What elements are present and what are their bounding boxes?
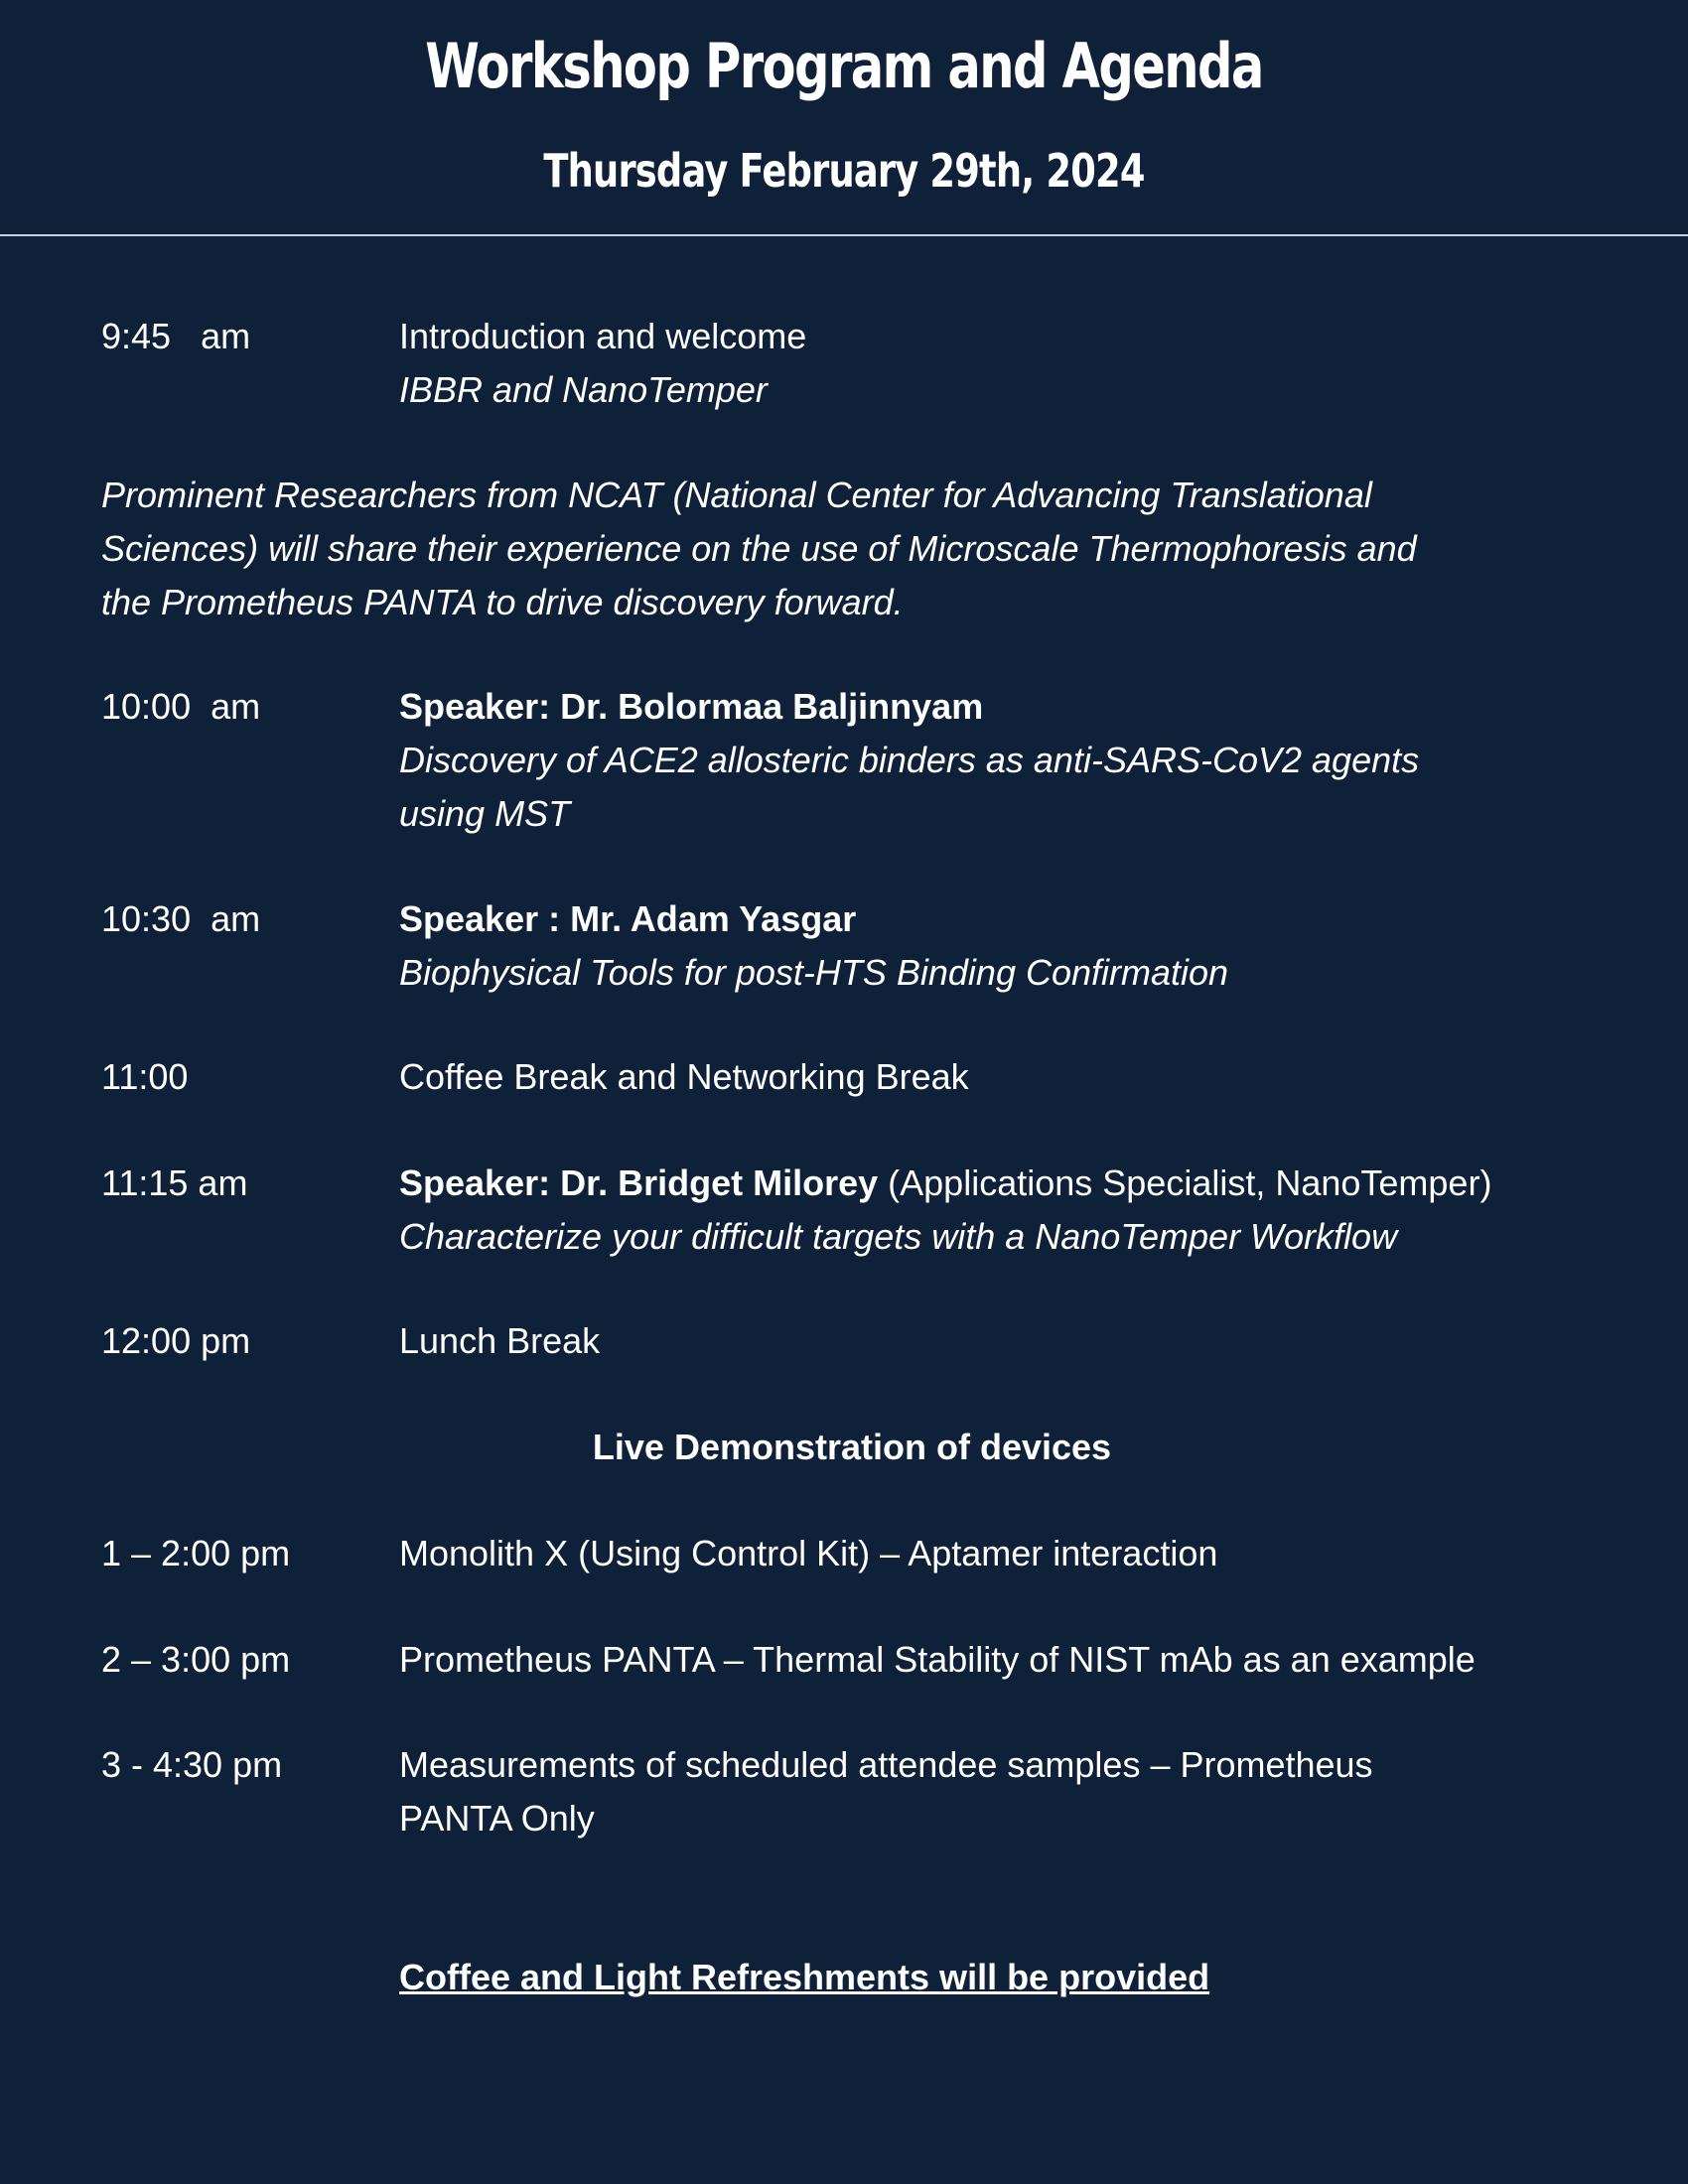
agenda-time: 12:00 pm	[101, 1320, 251, 1361]
agenda-title: Coffee Break and Networking Break	[399, 1056, 969, 1097]
agenda-description	[399, 310, 1688, 417]
talk-topic: Discovery of ACE2 allosteric binders as anti-SARS-CoV2 agents	[399, 740, 1420, 780]
agenda-title: Monolith X (Using Control Kit) – Aptamer interaction	[399, 1533, 1218, 1573]
agenda-hosts: IBBR and NanoTemper	[399, 369, 768, 410]
agenda-time: 10:00 am	[101, 686, 261, 727]
speaker-name: Speaker: Dr. Bridget Milorey	[399, 1162, 879, 1203]
talk-topic: Characterize your difficult targets with a NanoTemper Workflow	[399, 1216, 1398, 1257]
agenda-description	[399, 1633, 1688, 1687]
agenda-title: PANTA Only	[399, 1798, 595, 1839]
agenda-time: 9:45 am	[101, 316, 251, 356]
intro-line: Prominent Researchers from NCAT (National Center for Advancing Translational	[101, 475, 1372, 515]
refreshments-note: Coffee and Light Refreshments will be provided	[399, 1957, 1210, 1997]
agenda-time: 1 – 2:00 pm	[101, 1533, 291, 1573]
agenda-title: Introduction and welcome	[399, 316, 807, 356]
agenda-description	[399, 892, 1688, 1000]
agenda-time: 2 – 3:00 pm	[101, 1639, 291, 1680]
speaker-name: Speaker: Dr. Bolormaa Baljinnyam	[399, 686, 984, 727]
page-title: Workshop Program and Agenda	[425, 30, 1263, 102]
speaker-name: Speaker : Mr. Adam Yasgar	[399, 898, 857, 939]
header	[0, 0, 1688, 236]
intro-line: the Prometheus PANTA to drive discovery forward.	[101, 582, 904, 622]
talk-topic: Biophysical Tools for post-HTS Binding Confirmation	[399, 952, 1229, 993]
event-date: Thursday February 29th, 2024	[543, 144, 1145, 198]
intro-line: Sciences) will share their experience on the use of Microscale Thermophoresis and	[101, 528, 1417, 569]
agenda-time: 10:30 am	[101, 898, 261, 939]
agenda-description	[399, 680, 1688, 841]
agenda-title: Lunch Break	[399, 1320, 601, 1361]
agenda-description	[399, 1314, 1688, 1368]
agenda-description	[399, 1050, 1688, 1104]
agenda-description	[399, 1157, 1688, 1264]
speaker-affiliation: (Applications Specialist, NanoTemper)	[878, 1162, 1492, 1203]
agenda-title: Prometheus PANTA – Thermal Stability of NIST mAb as an example	[399, 1639, 1476, 1680]
agenda-description	[399, 1738, 1688, 1845]
agenda-description	[399, 1527, 1688, 1580]
speaker-line	[399, 1157, 1688, 1210]
intro-paragraph	[101, 469, 1650, 629]
agenda-time: 3 - 4:30 pm	[101, 1744, 283, 1785]
talk-topic: using MST	[399, 793, 571, 834]
agenda-time: 11:15 am	[101, 1162, 248, 1203]
agenda-title: Measurements of scheduled attendee samples – Prometheus	[399, 1744, 1373, 1785]
demo-section-heading: Live Demonstration of devices	[592, 1427, 1112, 1467]
agenda-time: 11:00	[101, 1056, 189, 1097]
